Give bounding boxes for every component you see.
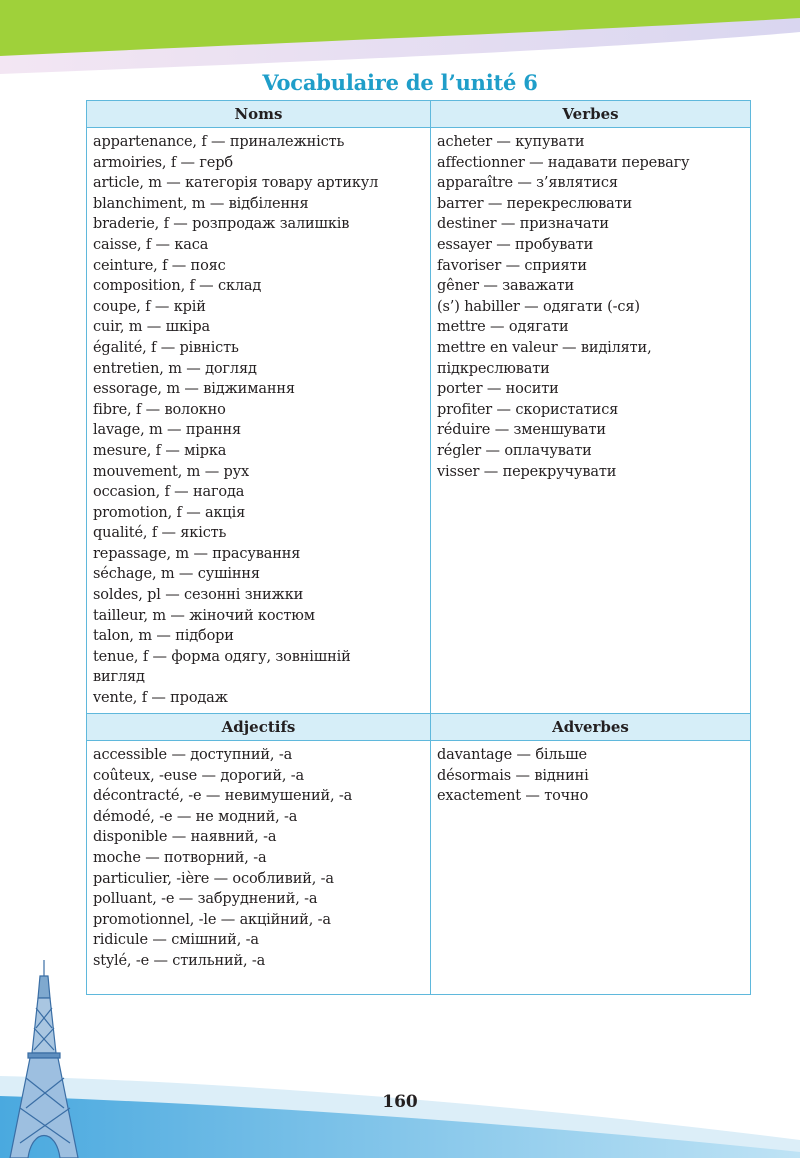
- vocab-entry: polluant, -e — забруднений, -а: [93, 891, 318, 908]
- vocab-entry: égalité, f — рівність: [93, 339, 239, 356]
- adjectifs-cell: [87, 741, 431, 995]
- vocab-entry: occasion, f — нагода: [93, 484, 245, 501]
- header-adjectifs: Adjectifs: [87, 714, 431, 741]
- noms-cell: [87, 128, 431, 714]
- vocab-entry: apparaître — з’являтися: [437, 175, 618, 192]
- adjectifs-list: [87, 741, 430, 972]
- vocab-entry: (s’) habiller — одягати (-ся): [437, 298, 640, 315]
- page-number: 160: [382, 1092, 418, 1112]
- vocab-entry: vente, f — продаж: [93, 690, 228, 707]
- vocab-entry: repassage, m — прасування: [93, 545, 301, 562]
- header-adverbes: Adverbes: [431, 714, 751, 741]
- header-noms: Noms: [87, 101, 431, 128]
- adverbes-cell: [431, 741, 751, 995]
- vocab-entry: régler — оплачувати: [437, 442, 592, 459]
- vocab-entry: article, m — категорія товару артикул: [93, 175, 379, 192]
- vocab-entry: mettre — одягати: [437, 319, 569, 336]
- vocab-entry: mouvement, m — рух: [93, 463, 250, 480]
- vocab-entry: réduire — зменшувати: [437, 422, 606, 439]
- vocab-entry: braderie, f — розпродаж залишків: [93, 216, 350, 233]
- vocab-entry: tailleur, m — жіночий костюм: [93, 607, 315, 624]
- vocab-entry: ceinture, f — пояс: [93, 257, 226, 274]
- vocab-entry: disponible — наявний, -а: [93, 829, 277, 846]
- vocab-entry: destiner — призначати: [437, 216, 609, 233]
- vocab-entry: coûteux, -euse — дорогий, -а: [93, 767, 305, 784]
- vocab-entry: promotion, f — акція: [93, 504, 246, 521]
- vocab-entry: caisse, f — каса: [93, 236, 209, 253]
- vocab-entry: démodé, -e — не модний, -а: [93, 808, 298, 825]
- vocab-entry: désormais — віднині: [437, 767, 589, 784]
- vocabulary-table: [86, 100, 751, 995]
- vocab-entry: mesure, f — мірка: [93, 442, 227, 459]
- verbes-list: [431, 128, 750, 482]
- vocab-entry: mettre en valeur — виділяти,: [437, 339, 652, 356]
- adverbes-list: [431, 741, 750, 807]
- vocab-entry: essorage, m — віджимання: [93, 381, 295, 398]
- vocab-entry: armoiries, f — герб: [93, 154, 233, 171]
- vocab-entry: gêner — заважати: [437, 278, 575, 295]
- vocab-entry: підкреслювати: [437, 360, 550, 377]
- vocab-entry: вигляд: [93, 669, 145, 686]
- vocab-entry: favoriser — сприяти: [437, 257, 587, 274]
- vocab-entry: accessible — доступний, -а: [93, 747, 293, 763]
- vocab-entry: exactement — точно: [437, 788, 589, 805]
- vocab-entry: coupe, f — крій: [93, 298, 206, 315]
- vocab-entry: promotionnel, -le — акційний, -а: [93, 911, 331, 928]
- vocab-entry: visser — перекручувати: [437, 463, 617, 480]
- vocab-entry: qualité, f — якість: [93, 525, 227, 542]
- vocab-entry: lavage, m — прання: [93, 422, 242, 439]
- vocab-entry: affectionner — надавати перевагу: [437, 154, 690, 171]
- vocab-entry: fibre, f — волокно: [93, 401, 226, 418]
- vocab-entry: cuir, m — шкіра: [93, 319, 210, 336]
- noms-list: [87, 128, 430, 709]
- vocab-entry: appartenance, f — приналежність: [93, 134, 345, 150]
- top-decorative-band: [0, 0, 800, 80]
- vocab-entry: porter — носити: [437, 381, 559, 398]
- eiffel-tower-icon: [0, 958, 90, 1158]
- vocab-entry: séchage, m — сушіння: [93, 566, 260, 583]
- vocab-entry: profiter — скористатися: [437, 401, 619, 418]
- page-title: Vocabulaire de l’unité 6: [262, 70, 538, 95]
- vocab-entry: tenue, f — форма одягу, зовнішній: [93, 648, 351, 665]
- vocab-entry: talon, m — підбори: [93, 628, 234, 645]
- vocab-entry: moche — потворний, -а: [93, 849, 267, 866]
- vocab-entry: stylé, -e — стильний, -а: [93, 952, 266, 969]
- vocab-entry: entretien, m — догляд: [93, 360, 257, 377]
- verbes-cell: [431, 128, 751, 714]
- vocab-entry: composition, f — склад: [93, 278, 262, 295]
- header-verbes: Verbes: [431, 101, 751, 128]
- vocab-entry: essayer — пробувати: [437, 236, 594, 253]
- vocab-entry: particulier, -ière — особливий, -а: [93, 870, 334, 887]
- vocab-entry: blanchiment, m — відбілення: [93, 195, 309, 212]
- vocab-entry: soldes, pl — сезонні знижки: [93, 587, 304, 604]
- vocab-entry: barrer — перекреслювати: [437, 195, 633, 212]
- vocab-entry: décontracté, -e — невимушений, -а: [93, 788, 353, 805]
- vocab-entry: davantage — більше: [437, 747, 587, 763]
- vocab-entry: acheter — купувати: [437, 134, 585, 150]
- vocab-entry: ridicule — смішний, -а: [93, 932, 259, 949]
